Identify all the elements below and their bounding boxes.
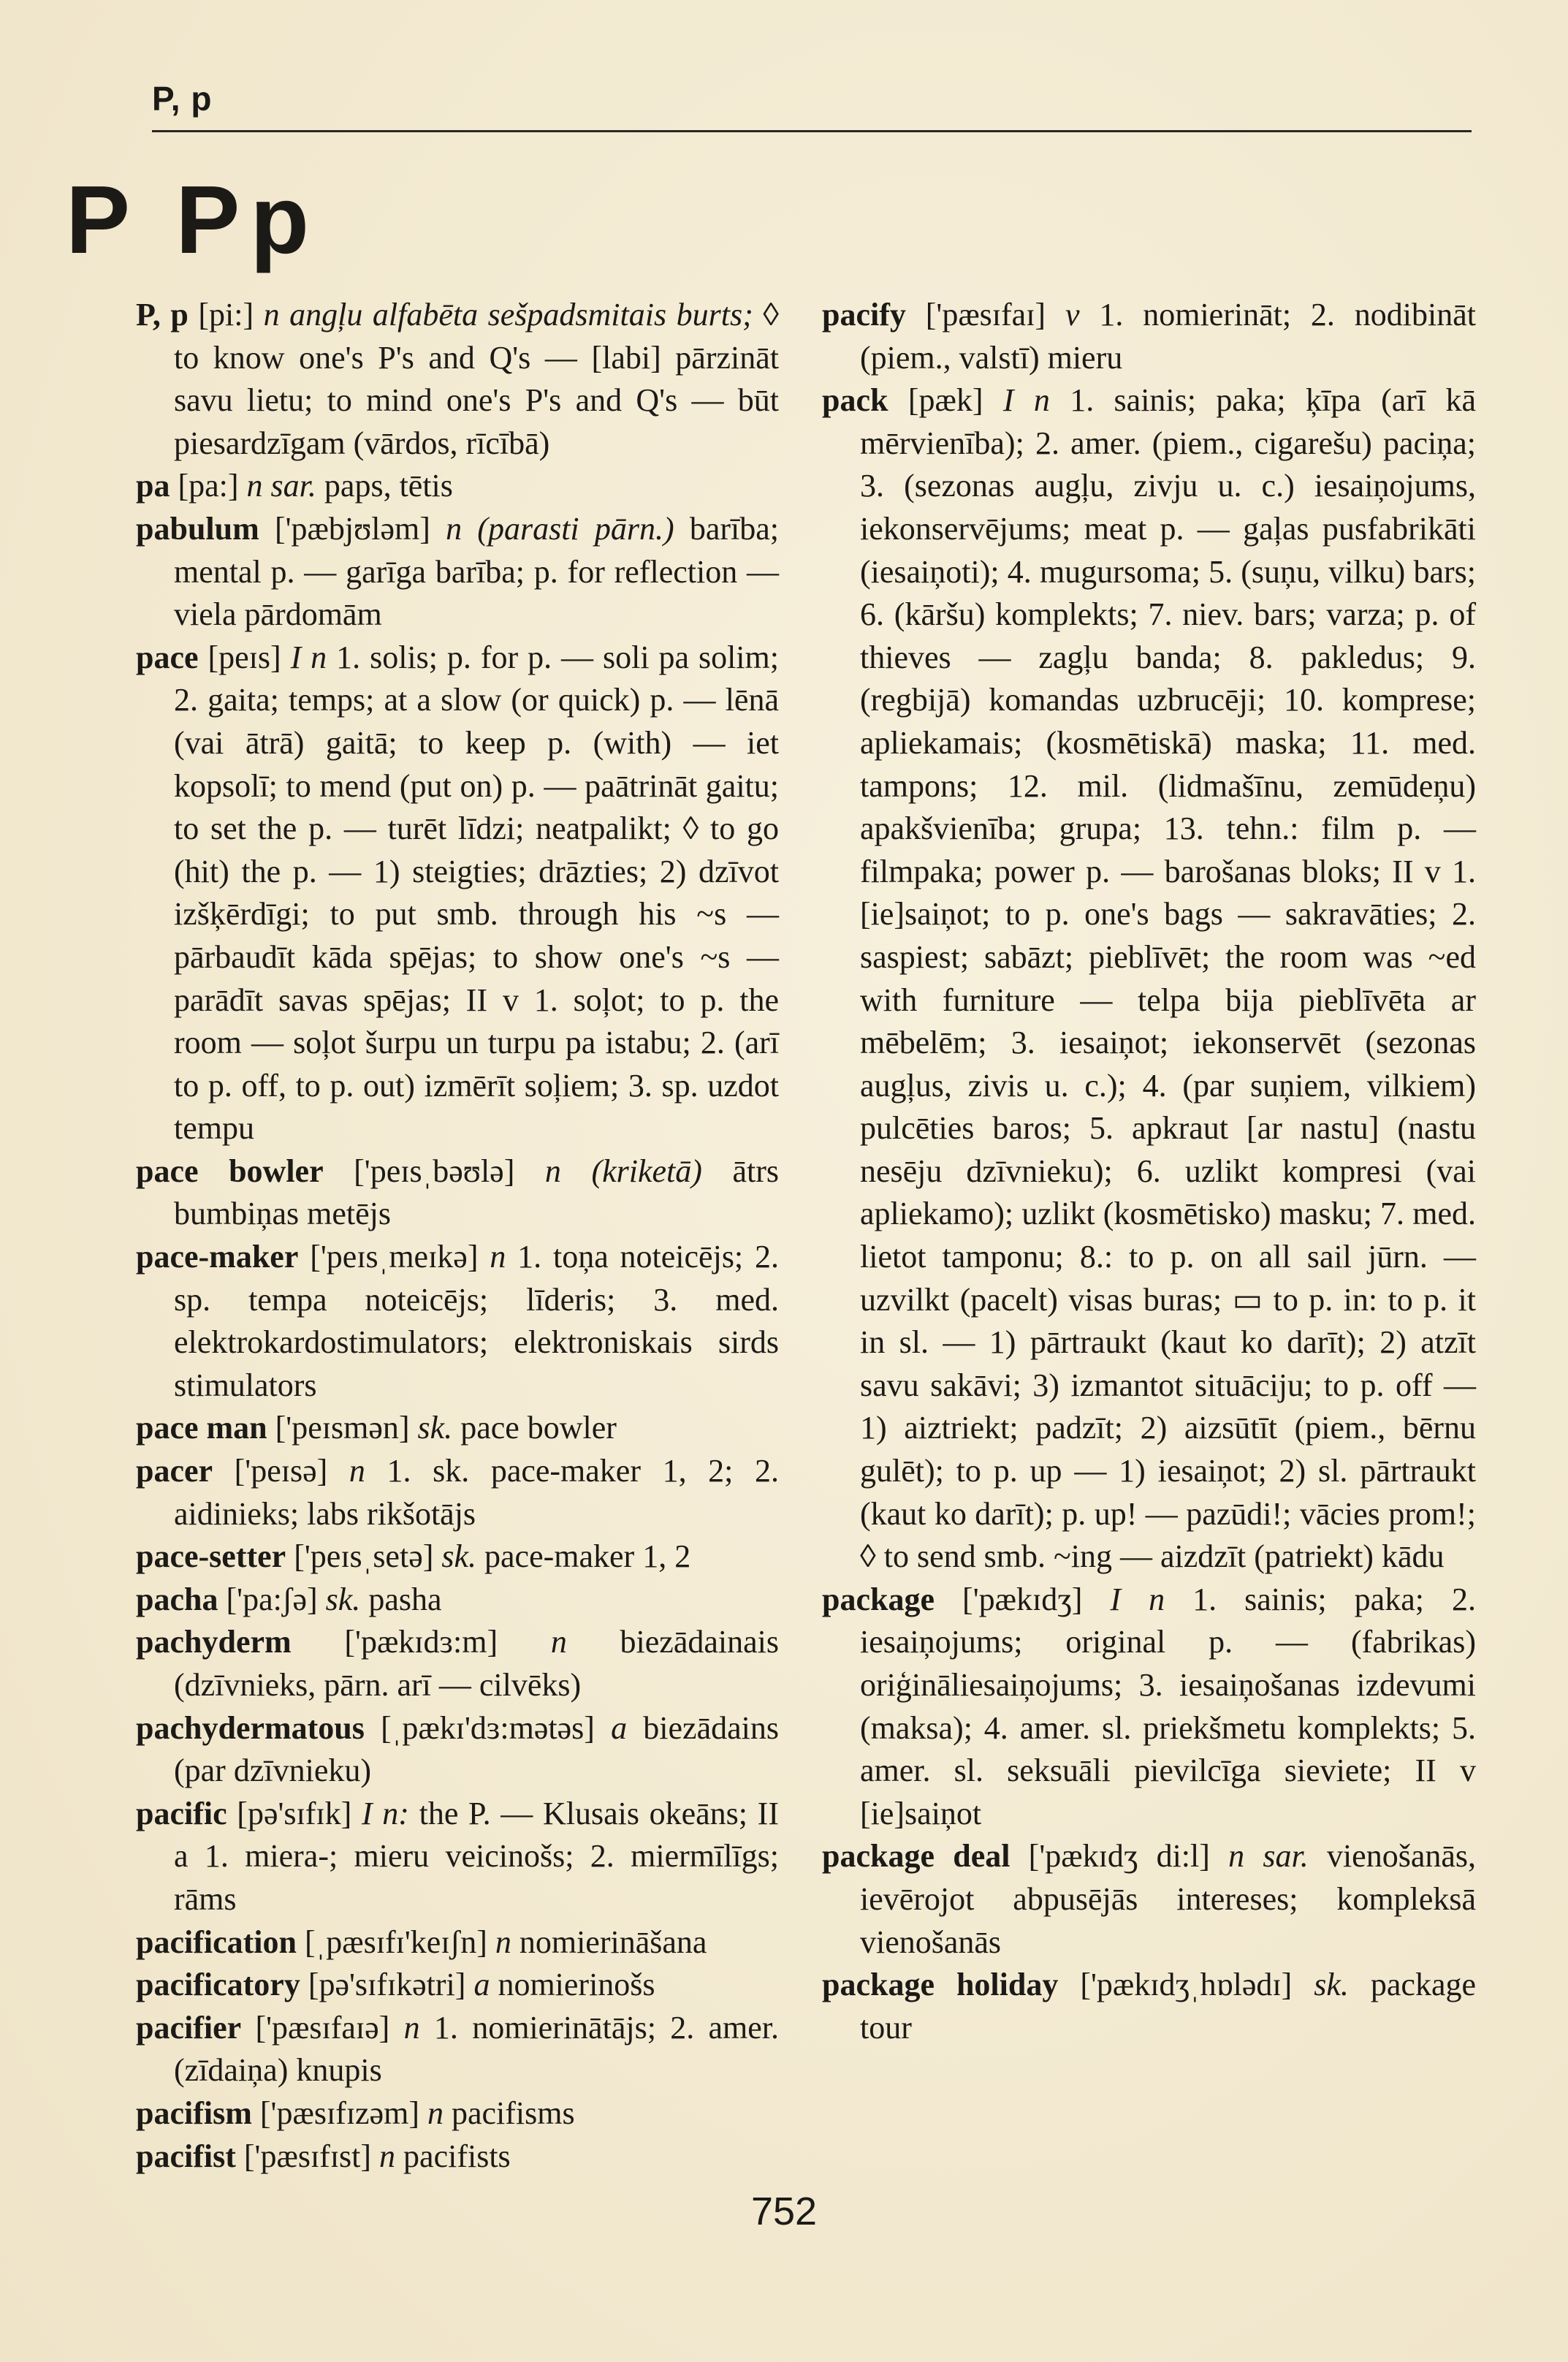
entry-pronunciation: ['pæsɪfaɪə] [241, 2009, 390, 2046]
dictionary-entry [136, 1150, 779, 1236]
entry-grammar: n angļu alfabēta sešpadsmitais burts; [254, 297, 753, 333]
dictionary-entry [136, 1964, 779, 2007]
entry-pronunciation: ['pæsɪfɪzəm] [251, 2095, 419, 2131]
entry-grammar: sk. [1292, 1967, 1349, 2003]
entry-headword: pacificatory [136, 1967, 300, 2003]
entry-headword: pacifism [136, 2095, 252, 2131]
entry-grammar: sk. [433, 1538, 477, 1575]
entry-definition: ◊ to know one's P's and Q's — [labi] pārzināt savu lietu; to mind one's P's and Q's — būt piesardzīgam (vārdos, rīcībā) [174, 297, 779, 461]
entry-definition: the P. — Klusais okeāns; II a 1. miera-; mieru veicinošs; 2. miermīlīgs; rāms [174, 1795, 779, 1917]
entry-headword: pabulum [136, 510, 259, 547]
letter-heading: P Pp [66, 166, 320, 273]
dictionary-entry [822, 1835, 1476, 1964]
entry-headword: pace bowler [136, 1152, 324, 1189]
entry-pronunciation: [pə'sɪfɪk] [227, 1795, 352, 1831]
dictionary-entry [136, 1535, 779, 1579]
entry-grammar: a [594, 1709, 628, 1746]
entry-definition: ātrs bumbiņas metējs [174, 1152, 779, 1232]
dictionary-entry [136, 1450, 779, 1535]
entry-pronunciation: ['pækɪdʒ di:l] [1010, 1838, 1210, 1875]
dictionary-entry [136, 1407, 779, 1450]
dictionary-entry [822, 379, 1476, 1579]
dictionary-entry [136, 508, 779, 637]
entry-headword: pace-maker [136, 1239, 299, 1275]
dictionary-entry [136, 2007, 779, 2092]
entry-definition: 1. solis; p. for p. — soli pa solim; 2. gaita; temps; at a slow (or quick) p. — lēnā (vai ātrā) gaitā; to keep p. (with) — iet kopsolī; to mend (put on) p. — paātrināt gaitu; to set the p. — turēt līdzi; neatpalikt; ◊ to go (hit) the p. — 1) steigties; drāzties; 2) dzīvot izšķērdīgi; to put smb. through his ~s — pārbaudīt kāda spējas; to show one's ~s — parādīt savas spējas; II v 1. soļot; to p. the room — soļot šurpu un turpu pa istabu; 2. (arī to p. off, to p. out) izmērīt soļiem; 3. sp. uzdot tempu [174, 639, 779, 1147]
entry-headword: pace man [136, 1410, 267, 1446]
entry-grammar: n [498, 1624, 567, 1660]
entry-headword: package deal [822, 1838, 1011, 1875]
entry-grammar: n [478, 1239, 506, 1275]
entry-pronunciation: ['pæsɪfaɪ] [905, 297, 1046, 333]
dictionary-entry [136, 465, 779, 508]
entry-definition: 1. toņa noteicējs; 2. sp. tempa noteicējs; līderis; 3. med. elektrokardostimulators; elektroniskais sirds stimulators [174, 1239, 779, 1403]
page-number: 752 [750, 2190, 818, 2233]
entry-definition: pacifists [395, 2138, 511, 2174]
entry-definition: biezādains (par dzīvnieku) [174, 1709, 779, 1789]
entry-grammar: n [371, 2138, 396, 2174]
entry-definition: nomierinošs [490, 1967, 655, 2003]
entry-definition: biezādainais (dzīvnieks, pārn. arī — cilvēks) [174, 1624, 779, 1703]
entry-definition: 1. sainis; paka; ķīpa (arī kā mērvienība); 2. amer. (piem., cigarešu) paciņa; 3. (sezonas augļu, zivju u. c.) iesaiņojums, iekonservējums; meat p. — gaļas pusfabrikāti (iesaiņoti); 4. mugursoma; 5. (suņu, vilku) bars; 6. (kāršu) komplekts; 7. niev. bars; varza; p. of thieves — zagļu banda; 8. pakledus; 9. (regbijā) komandas uzbrucēji; 10. komprese; apliekamais; (kosmētiskā) maska; 11. med. tampons; 12. mil. (lidmašīnu, zemūdeņu) apakšvienība; grupa; 13. tehn.: film p. — filmpaka; power p. — barošanas bloks; II v 1. [ie]saiņot; to p. one's bags — sakravāties; 2. saspiest; sabāzt; pieblīvēt; the room was ~ed with furniture — telpa bija pieblīvēta ar mēbelēm; 3. iesaiņot; iekonservēt (sezonas augļus, zivis u. c.); 4. (par suņiem, vilkiem) pulcēties baros; 5. apkraut [ar nastu] (nastu nesēju dzīvnieku); 6. uzlikt kompresi (vai apliekamo); uzlikt (kosmētisko) masku; 7. med. lietot tamponu; 8.: to p. on all sail jūrn. — uzvilkt (pacelt) visas buras; ▭ to p. in: to p. it in sl. — 1) pārtraukt (kaut ko darīt); 2) atzīt savu sakāvi; 3) izmantot situāciju; to p. off — 1) aiztriekt; padzīt; 2) aizsūtīt (piem., bērnu gulēt); to p. up — 1) iesaiņot; 2) sl. pārtraukt (kaut ko darīt); p. up! — pazūdi!; vācies prom!; ◊ to send smb. ~ing — aizdzīt (patriekt) kādu [860, 382, 1477, 1575]
entry-pronunciation: ['pa:ʃə] [218, 1581, 318, 1617]
left-column [136, 294, 779, 2178]
dictionary-entry [136, 2092, 779, 2135]
entry-definition: 1. nomierinātājs; 2. amer. (zīdaiņa) knupis [174, 2009, 779, 2089]
dictionary-entry [136, 294, 779, 465]
entry-grammar: n sar. [238, 468, 316, 504]
dictionary-entry [136, 2135, 779, 2179]
entry-pronunciation: ['pækɪdʒ] [935, 1581, 1083, 1617]
entry-grammar: n sar. [1209, 1838, 1309, 1875]
entry-pronunciation: [pæk] [888, 382, 983, 419]
header-rule [152, 130, 1472, 132]
entry-headword: pack [822, 382, 888, 419]
dictionary-entry [136, 1236, 779, 1407]
entry-headword: pacification [136, 1924, 297, 1960]
entry-pronunciation: ['peɪsˌbəʊlə] [323, 1152, 515, 1189]
entry-headword: pacer [136, 1453, 213, 1489]
entry-headword: pa [136, 468, 170, 504]
dictionary-entry [136, 1579, 779, 1622]
entry-pronunciation: ['pæsɪfɪst] [235, 2138, 372, 2174]
entry-pronunciation: ['pæbjʊləm] [259, 510, 430, 547]
entry-grammar: I n: [351, 1795, 409, 1831]
dictionary-entry [136, 1621, 779, 1706]
entry-headword: pacifist [136, 2138, 236, 2174]
entry-grammar: I n [983, 382, 1050, 419]
entry-headword: package holiday [822, 1967, 1059, 2003]
entry-headword: pacifier [136, 2009, 242, 2046]
dictionary-entry [822, 1579, 1476, 1836]
entry-headword: pace [136, 639, 199, 675]
entry-definition: vienošanās, ievērojot abpusējās intereses; kompleksā vienošanās [860, 1838, 1476, 1960]
entry-grammar: a [465, 1967, 490, 2003]
entry-grammar: n [487, 1924, 511, 1960]
entry-headword: pacify [822, 297, 906, 333]
entry-definition: 1. sainis; paka; 2. iesaiņojums; original p. — (fabrikas) oriģināliesaiņojums; 3. iesaiņošanas izdevumi (maksa); 4. amer. sl. priekšmetu komplekts; 5. amer. sl. seksuāli pievilcīga sieviete; II v [ie]saiņot [860, 1581, 1476, 1831]
entry-grammar: n (parasti pārn.) [430, 510, 674, 547]
entry-definition: nomierināšana [511, 1924, 707, 1960]
dictionary-entry [822, 1964, 1476, 2049]
dictionary-entry [136, 1921, 779, 1964]
entry-grammar: sk. [409, 1410, 453, 1446]
entry-definition: paps, tētis [316, 468, 453, 504]
entry-definition: pace-maker 1, 2 [476, 1538, 691, 1575]
entry-pronunciation: ['peɪsˌsetə] [286, 1538, 434, 1575]
dictionary-entry [822, 294, 1476, 379]
dictionary-entry [136, 1793, 779, 1921]
entry-grammar: n [419, 2095, 444, 2131]
entry-headword: pacific [136, 1795, 227, 1831]
entry-headword: pace-setter [136, 1538, 286, 1575]
entry-pronunciation: ['peɪsmən] [267, 1410, 410, 1446]
entry-headword: P, p [136, 297, 189, 333]
entry-pronunciation: [ˌpækɪ'dɜ:mətəs] [364, 1709, 595, 1746]
right-column [822, 294, 1476, 2049]
entry-grammar: v [1046, 297, 1080, 333]
entry-pronunciation: ['peɪsˌmeɪkə] [298, 1239, 479, 1275]
entry-definition: package tour [860, 1967, 1476, 2046]
entry-headword: pacha [136, 1581, 218, 1617]
entry-headword: package [822, 1581, 935, 1617]
entry-definition: pacifisms [443, 2095, 575, 2131]
entry-definition: 1. nomierināt; 2. nodibināt (piem., valstī) mieru [860, 297, 1476, 376]
entry-pronunciation: [pi:] [188, 297, 254, 333]
running-head: P, p [152, 80, 213, 118]
entry-grammar: I n [1082, 1581, 1165, 1617]
entry-headword: pachydermatous [136, 1709, 365, 1746]
dictionary-entry [136, 637, 779, 1150]
entry-grammar: n [389, 2009, 420, 2046]
entry-definition: pasha [360, 1581, 442, 1617]
entry-headword: pachyderm [136, 1624, 292, 1660]
entry-pronunciation: ['pækɪdɜ:m] [291, 1624, 498, 1660]
entry-pronunciation: [ˌpæsɪfɪ'keɪʃn] [296, 1924, 487, 1960]
entry-pronunciation: ['pækɪdʒˌhɒlədɪ] [1058, 1967, 1293, 2003]
entry-grammar: I n [281, 639, 327, 675]
entry-pronunciation: [pə'sɪfɪkətri] [300, 1967, 466, 2003]
entry-pronunciation: [pa:] [170, 468, 239, 504]
entry-definition: 1. sk. pace-maker 1, 2; 2. aidinieks; labs rikšotājs [174, 1453, 780, 1532]
entry-grammar: n [327, 1453, 365, 1489]
entry-definition: pace bowler [452, 1410, 617, 1446]
entry-pronunciation: ['peɪsə] [213, 1453, 328, 1489]
entry-grammar: n (kriketā) [514, 1152, 702, 1189]
entry-definition: barība; mental p. — garīga barība; p. for reflection — viela pārdomām [174, 510, 780, 633]
entry-pronunciation: [peɪs] [198, 639, 281, 675]
entry-grammar: sk. [317, 1581, 361, 1617]
dictionary-entry [136, 1707, 779, 1793]
